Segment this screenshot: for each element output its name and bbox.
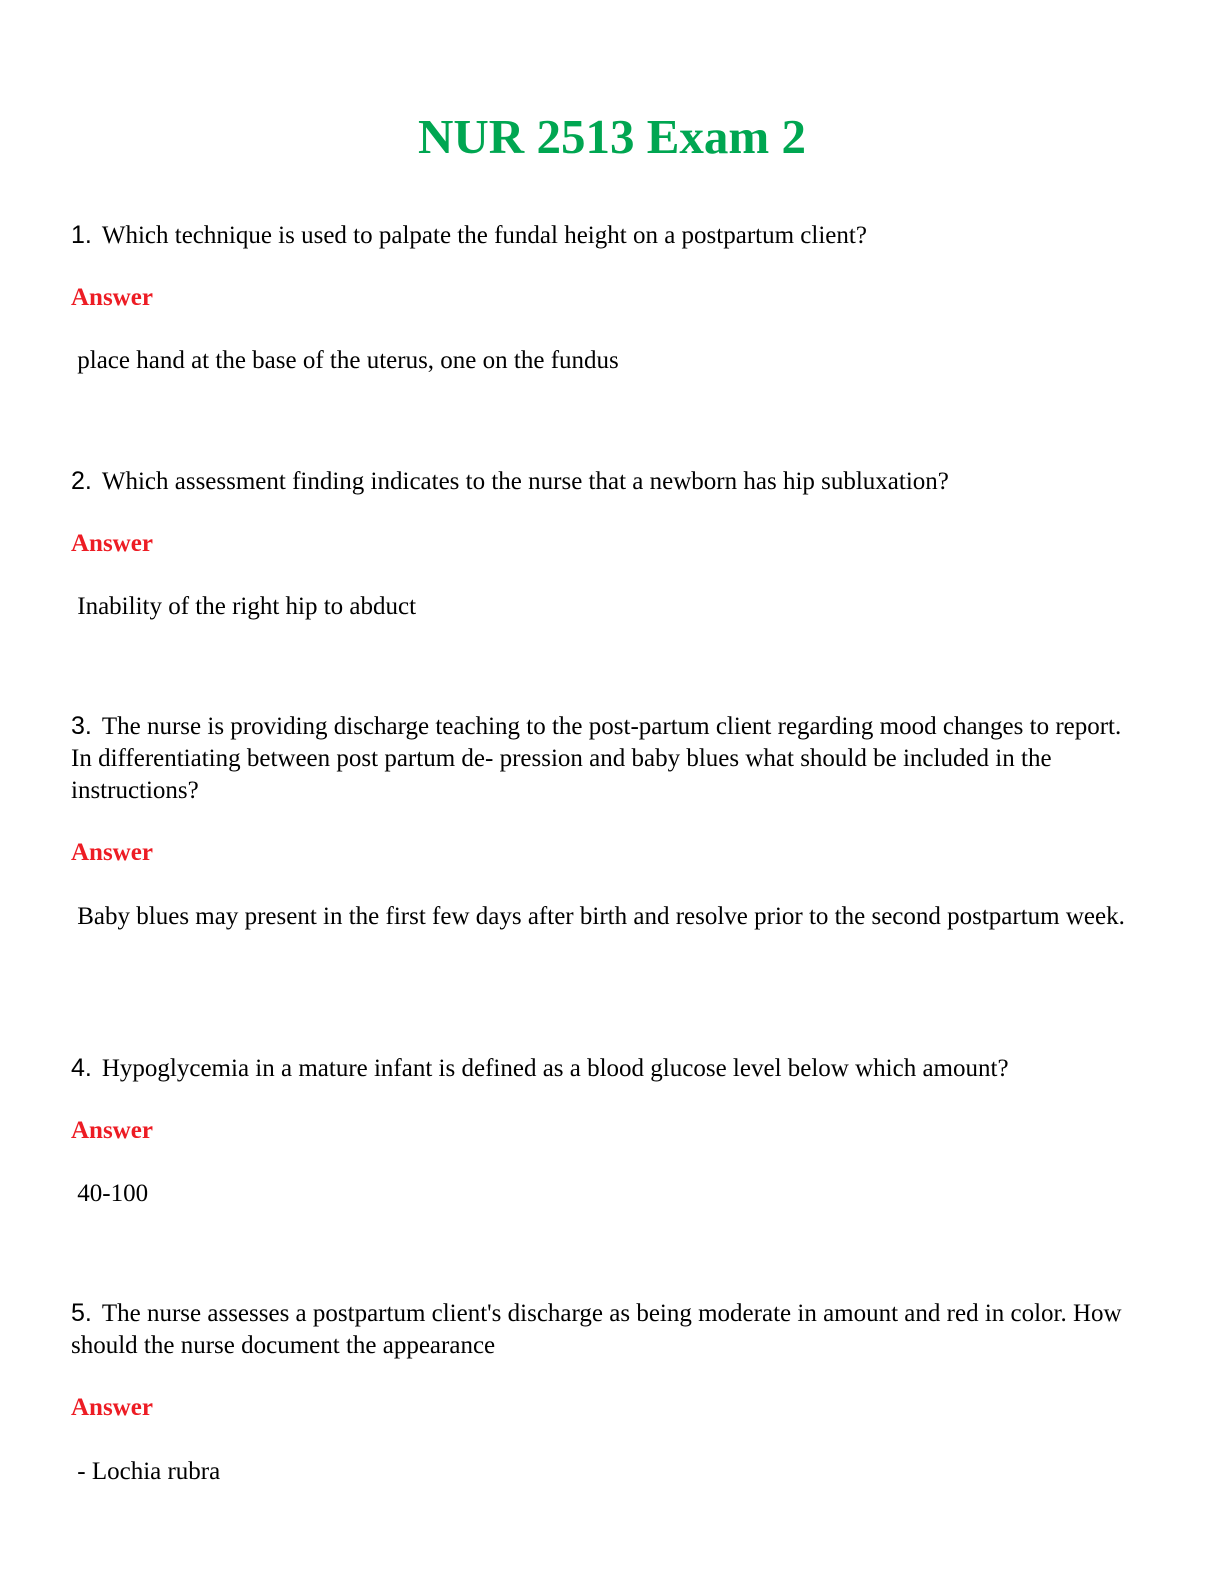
answer-label: Answer: [71, 839, 153, 866]
question-1: [71, 219, 1146, 252]
question-number: 2.: [71, 467, 92, 495]
answer-label: Answer: [71, 284, 153, 311]
question-number: 4.: [71, 1054, 92, 1082]
answer-label: Answer: [71, 1394, 153, 1421]
question-text: The nurse is providing discharge teaching to the post-partum client regarding mood changes to report. In differentiating between post partum de- pression and baby blues what should be included in the instructions?: [71, 713, 1122, 804]
question-3: [71, 710, 1146, 807]
question-4: [71, 1052, 1146, 1085]
question-2: [71, 465, 1146, 498]
answer-label: Answer: [71, 530, 153, 557]
question-text: The nurse assesses a postpartum client's discharge as being moderate in amount and red in color. How should the nurse document the appearance: [71, 1300, 1122, 1359]
question-number: 1.: [71, 221, 92, 249]
answer-text: place hand at the base of the uterus, one on the fundus: [71, 347, 619, 374]
question-text: Hypoglycemia in a mature infant is defined as a blood glucose level below which amount?: [101, 1055, 1009, 1082]
question-number: 3.: [71, 712, 92, 740]
answer-text: - Lochia rubra: [71, 1458, 221, 1485]
question-5: [71, 1297, 1146, 1362]
answer-label: Answer: [71, 1117, 153, 1144]
answer-text: Baby blues may present in the first few days after birth and resolve prior to the second postpartum week.: [71, 903, 1125, 930]
page-title: NUR 2513 Exam 2: [418, 109, 806, 164]
answer-text: 40-100: [71, 1180, 149, 1207]
answer-text: Inability of the right hip to abduct: [71, 593, 417, 620]
question-number: 5.: [71, 1299, 92, 1327]
question-text: Which technique is used to palpate the fundal height on a postpartum client?: [101, 222, 867, 249]
question-text: Which assessment finding indicates to the nurse that a newborn has hip subluxation?: [101, 468, 949, 495]
